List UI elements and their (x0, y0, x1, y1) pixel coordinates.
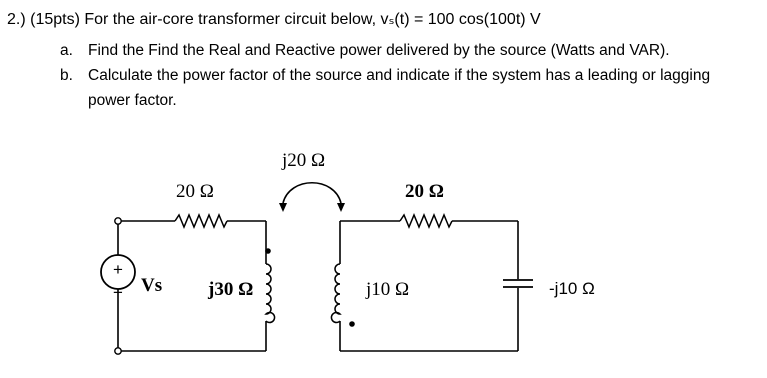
coupling-arrowhead-right (337, 203, 345, 212)
source-label: Vs (141, 275, 163, 296)
mutual-coupling-arrow (283, 183, 341, 203)
secondary-coil-symbol (331, 264, 340, 323)
part-b-continuation: power factor. (88, 92, 177, 109)
secondary-dot (349, 321, 355, 327)
secondary-inductor-label: j10 Ω (366, 279, 410, 300)
left-resistor-symbol (175, 215, 227, 227)
part-b-marker: b. (60, 67, 73, 84)
terminal-top-left (115, 218, 121, 224)
primary-dot (265, 248, 271, 254)
left-resistor-label: 20 Ω (176, 181, 214, 202)
capacitor-label: -j10 Ω (549, 279, 595, 298)
primary-coil-symbol (266, 264, 275, 323)
part-b-text: Calculate the power factor of the source and indicate if the system has a leading or lagging (88, 67, 711, 84)
source-plus-sign: + (113, 260, 123, 279)
coupling-arrowhead-left (279, 203, 287, 212)
problem-title: 2.) (15pts) For the air-core transformer circuit below, vₛ(t) = 100 cos(100t) V (7, 11, 541, 28)
terminal-bottom-left (115, 348, 121, 354)
capacitor-symbol (503, 280, 533, 287)
right-resistor-label: 20 Ω (405, 181, 444, 202)
part-a-text: Find the Find the Real and Reactive power delivered by the source (Watts and VAR). (88, 42, 670, 59)
right-resistor-symbol (400, 215, 452, 227)
mutual-inductance-label: j20 Ω (282, 150, 326, 171)
primary-inductor-label: j30 Ω (208, 279, 254, 300)
source-minus-sign: − (113, 283, 123, 302)
part-a-marker: a. (60, 42, 73, 59)
